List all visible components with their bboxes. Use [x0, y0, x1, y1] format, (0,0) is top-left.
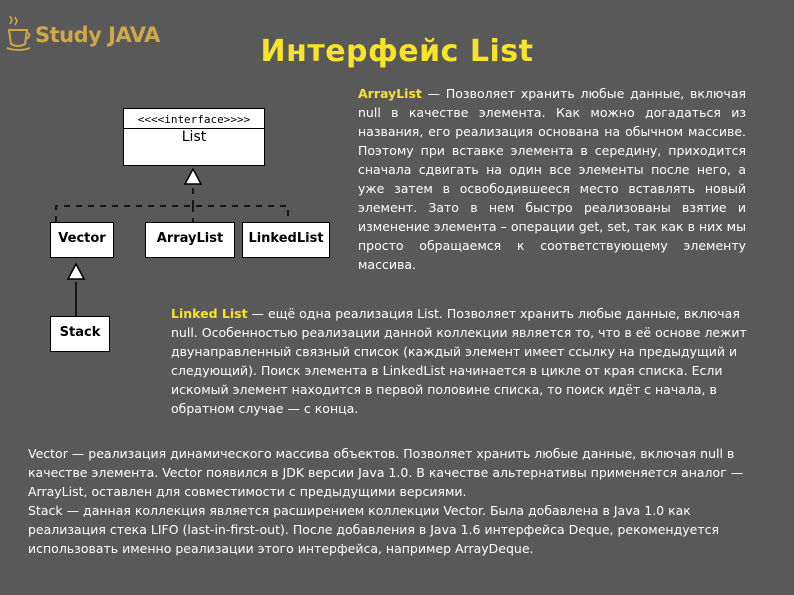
uml-class-arraylist-label: ArrayList — [156, 231, 224, 246]
arraylist-body: — Позволяет хранить любые данные, включая null в качестве элемента. Как можно догадаться из названия, его реализация основана на обычном массиве. Поэтому при вставке элемента в середину, приходится сначала сдвигать на один все элементы после него, а уже затем в освободившееся место вставлять новый элемент. Зато в нем быстро реализованы взятие и изменение элемента – операции get, set, так как в них мы просто обращаемся к соответствующему элементу массива. — [358, 86, 746, 272]
uml-class-arraylist — [145, 222, 235, 258]
uml-class-stack-label: Stack — [59, 325, 101, 340]
uml-interface-list — [123, 108, 265, 166]
vector-stack-description — [28, 444, 763, 558]
uml-class-linkedlist — [242, 222, 330, 258]
linkedlist-body: — ещё одна реализация List. Позволяет хранить любые данные, включая null. Особенностью реализации данной коллекции является то, что в её основе лежит двунаправленный связный список (каждый элемент имеет ссылку на предыдущий и следующий). Поиск элемента в LinkedList начинается в цикле от края списка. Если искомый элемент находится в первой половине списка, то поиск идёт с начала, в обратном случае — с конца. — [171, 306, 747, 416]
stack-description: Stack — данная коллекция является расширением коллекции Vector. Была добавлена в Java 1.0 как реализация стека LIFO (last-in-first-out). После добавления в Java 1.6 интерфейса Deque, рекомендуется использовать именно реализации этого интерфейса, например ArrayDeque. — [28, 503, 719, 556]
uml-class-linkedlist-label: LinkedList — [248, 231, 324, 246]
arraylist-description — [358, 84, 746, 274]
uml-interface-stereotype: <<<<interface>>>> — [137, 113, 251, 126]
page-title: Интерфейс List — [260, 34, 534, 69]
uml-class-vector — [50, 222, 114, 258]
uml-class-stack — [50, 316, 110, 352]
linkedlist-description — [171, 304, 761, 418]
uml-class-vector-label: Vector — [58, 231, 106, 246]
arraylist-term: ArrayList — [358, 86, 422, 101]
uml-interface-name: List — [181, 129, 207, 145]
logo-study: Study — [35, 23, 102, 47]
logo-java: JAVA — [108, 23, 160, 47]
linkedlist-term: Linked List — [171, 306, 248, 321]
vector-description: Vector — реализация динамического массива объектов. Позволяет хранить любые данные, включая null в качестве элемента. Vector появился в JDK версии Java 1.0. В качестве альтернативы применяется аналог — ArrayList, оставлен для совместимости с предыдущими версиями. — [28, 446, 744, 499]
